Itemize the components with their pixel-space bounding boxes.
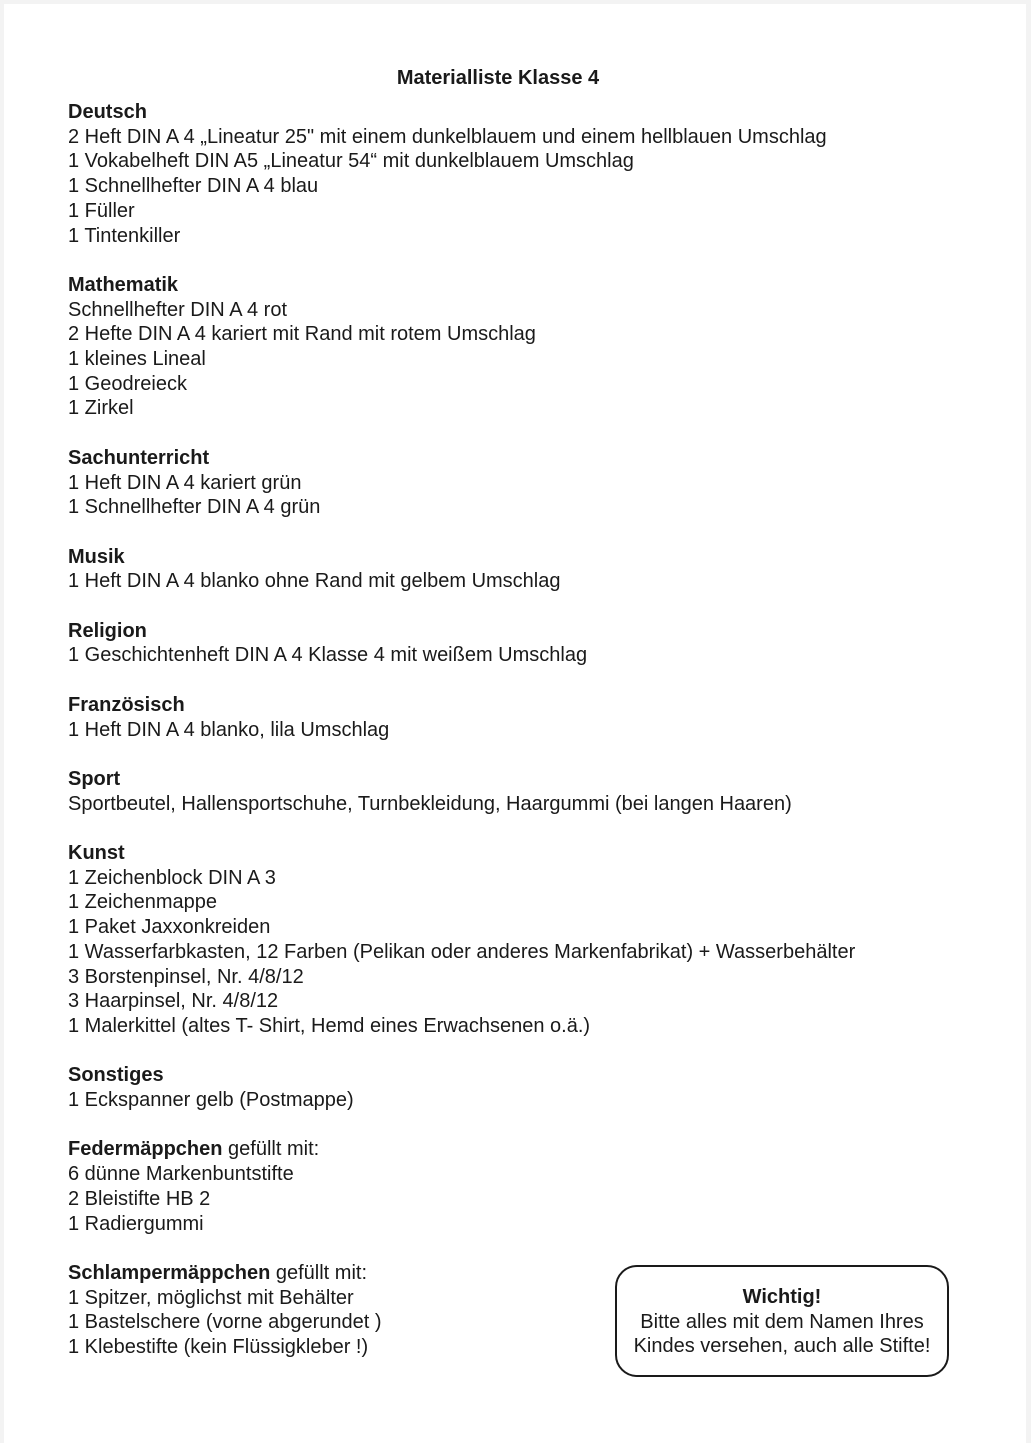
section-title-text: Sachunterricht [68,446,210,469]
list-item: 1 Tintenkiller [68,224,181,247]
material-list [68,100,968,1384]
list-item: 1 Geodreieck [68,372,187,395]
document-page [4,4,1026,1443]
notice-box [615,1265,949,1377]
section-title [68,841,968,866]
list-item: 3 Borstenpinsel, Nr. 4/8/12 [68,965,304,988]
list-item: 1 kleines Lineal [68,348,206,371]
section-sachunterricht [68,446,968,520]
list-item: 1 Zeichenblock DIN A 3 [68,866,276,889]
section-title [68,446,968,471]
list-item: 1 Klebestifte (kein Flüssigkleber !) [68,1336,369,1358]
section-title [68,767,968,792]
list-item: 1 Spitzer, möglichst mit Behälter [68,1286,354,1309]
list-item: 1 Zirkel [68,397,134,420]
notice-line: Bitte alles mit dem Namen Ihres [640,1310,924,1333]
section-title-suffix: gefüllt mit: [222,1138,320,1161]
section-federmäppchen [68,1137,968,1236]
list-item: 3 Haarpinsel, Nr. 4/8/12 [68,990,279,1013]
section-mathematik [68,273,968,421]
list-item: 6 dünne Markenbuntstifte [68,1163,294,1186]
list-item: 1 Schnellhefter DIN A 4 blau [68,175,319,198]
section-title [68,619,968,644]
list-item: 1 Zeichenmappe [68,891,217,914]
list-item: 2 Bleistifte HB 2 [68,1187,211,1210]
list-item: 1 Geschichtenheft DIN A 4 Klasse 4 mit weißem Umschlag [68,644,588,667]
list-item: 1 Füller [68,199,135,222]
list-item: Schnellhefter DIN A 4 rot [68,298,288,321]
section-musik [68,545,968,594]
section-title-text: Sonstiges [68,1064,164,1087]
section-title-text: Französisch [68,693,185,716]
section-title [68,693,968,718]
list-item: 2 Hefte DIN A 4 kariert mit Rand mit rotem Umschlag [68,323,536,346]
section-title-text: Religion [68,619,147,642]
document-title: Materialliste Klasse 4 [396,67,600,89]
list-item: 1 Heft DIN A 4 blanko ohne Rand mit gelbem Umschlag [68,570,561,593]
list-item: 1 Radiergummi [68,1212,204,1235]
section-title [68,100,968,125]
section-title-text: Kunst [68,841,125,864]
section-deutsch [68,100,968,248]
section-title-text: Musik [68,545,125,568]
section-title [68,273,968,298]
section-title-text: Mathematik [68,273,179,296]
section-title-text: Schlampermäppchen [68,1261,271,1284]
list-item: 1 Vokabelheft DIN A5 „Lineatur 54“ mit dunkelblauem Umschlag [68,150,634,173]
notice-title: Wichtig! [742,1286,822,1308]
section-sonstiges [68,1063,968,1112]
list-item: 1 Paket Jaxxonkreiden [68,916,271,939]
list-item: 1 Wasserfarbkasten, 12 Farben (Pelikan oder anderes Markenfabrikat) + Wasserbehälter [68,940,856,963]
notice-line: Kindes versehen, auch alle Stifte! [633,1335,931,1358]
section-title-text: Federmäppchen [68,1138,223,1161]
section-title-suffix: gefüllt mit: [270,1261,367,1284]
section-sport [68,767,968,816]
list-item: 1 Eckspanner gelb (Postmappe) [68,1089,354,1111]
list-item: 1 Heft DIN A 4 kariert grün [68,471,302,494]
list-item: 1 Malerkittel (altes T- Shirt, Hemd eines Erwachsenen o.ä.) [68,1014,591,1037]
list-item: 2 Heft DIN A 4 „Lineatur 25" mit einem dunkelblauem und einem hellblauen Umschlag [68,125,827,148]
section-religion [68,619,968,668]
list-item: Sportbeutel, Hallensportschuhe, Turnbekleidung, Haargummi (bei langen Haaren) [68,792,792,815]
list-item: 1 Bastelschere (vorne abgerundet ) [68,1311,382,1334]
list-item: 1 Schnellhefter DIN A 4 grün [68,496,321,519]
section-kunst [68,841,968,1039]
section-title [68,1137,968,1162]
section-title-text: Deutsch [68,101,147,123]
section-title [68,1063,968,1088]
section-französisch [68,693,968,742]
list-item: 1 Heft DIN A 4 blanko, lila Umschlag [68,718,390,741]
section-title-text: Sport [68,767,121,790]
section-title [68,545,968,570]
